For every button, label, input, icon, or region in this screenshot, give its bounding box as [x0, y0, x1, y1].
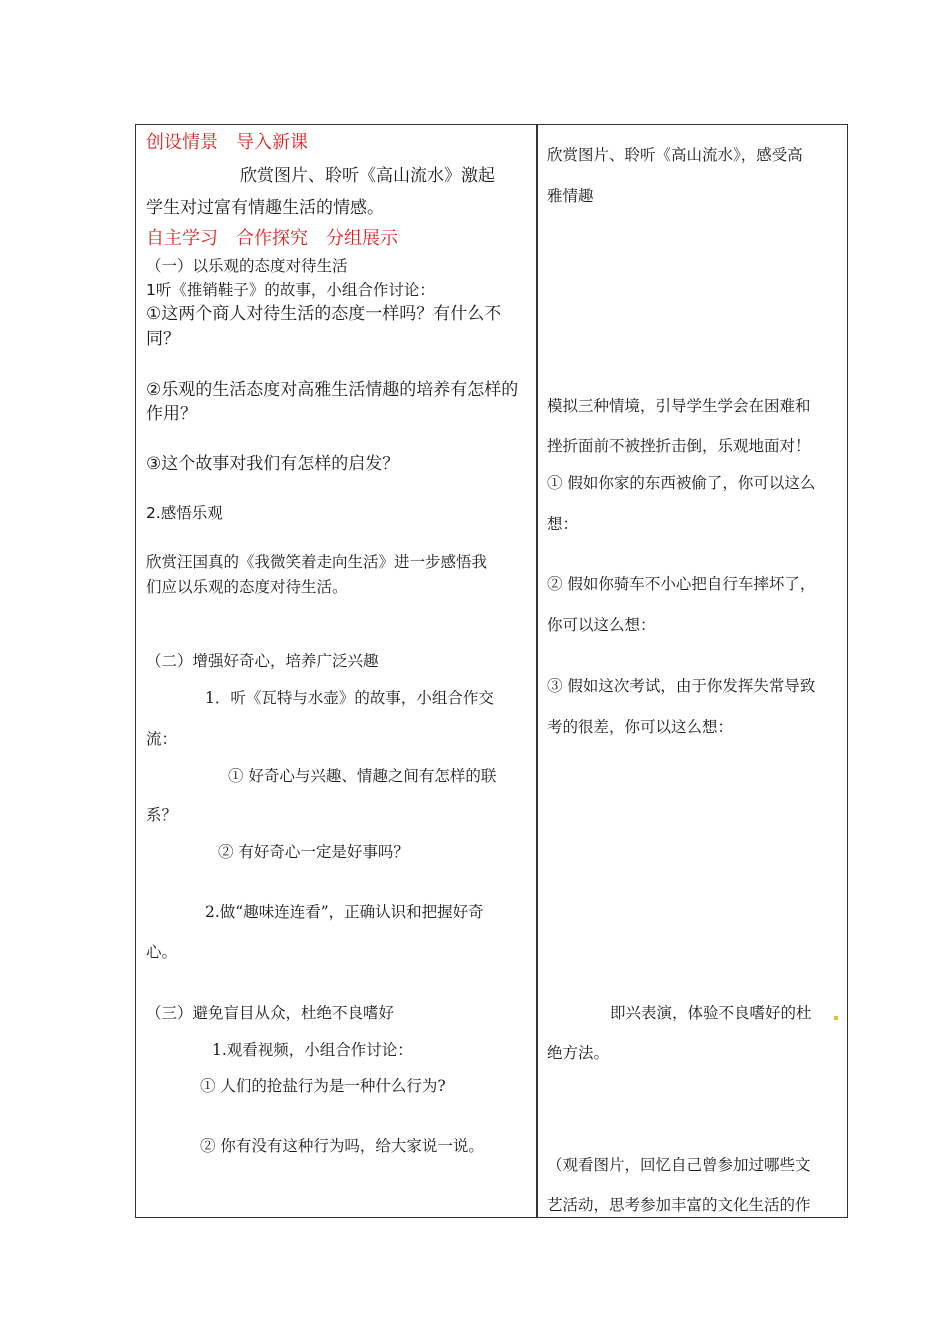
section-1-title: （一）以乐观的态度对待生活	[146, 257, 348, 275]
section-3-question-2: ② 你有没有这种行为吗，给大家说一说。	[200, 1137, 484, 1155]
right-note-2b: 挫折面前不被挫折击倒，乐观地面对！	[547, 437, 811, 455]
right-note-4a: （观看图片，回忆自己曾参加过哪些文	[547, 1156, 811, 1174]
section-2-item-2b: 心。	[146, 943, 178, 961]
heading-self-study: 自主学习 合作探究 分组展示	[146, 228, 398, 249]
section-1-question-1a: ①这两个商人对待生活的态度一样吗？有什么不	[146, 304, 502, 324]
section-1-question-2b: 作用？	[146, 404, 197, 424]
section-1-question-1b: 同？	[146, 329, 180, 349]
section-1-item-2-text-b: 们应以乐观的态度对待生活。	[146, 578, 348, 596]
section-2-item-1b: 流：	[146, 730, 178, 748]
right-note-1a: 欣赏图片、聆听《高山流水》，感受高	[547, 146, 803, 164]
right-note-2d: 想：	[547, 515, 579, 533]
section-2-title: （二）增强好奇心，培养广泛兴趣	[146, 652, 379, 670]
section-2-item-2a: 2.做“趣味连连看”，正确认识和把握好奇	[205, 903, 484, 921]
section-1-item-2: 2.感悟乐观	[146, 504, 223, 522]
right-note-2g: ③ 假如这次考试，由于你发挥失常导致	[547, 677, 816, 695]
intro-line-1: 欣赏图片、聆听《高山流水》激起	[240, 166, 495, 186]
section-2-question-1b: 系？	[146, 806, 178, 824]
section-2-question-1a: ① 好奇心与兴趣、情趣之间有怎样的联	[228, 767, 497, 785]
section-2-item-1a: 1．听《瓦特与水壶》的故事，小组合作交	[205, 689, 494, 707]
section-3-item-1: 1.观看视频，小组合作讨论：	[212, 1041, 413, 1059]
heading-scenario: 创设情景 导入新课	[146, 132, 308, 153]
column-divider	[536, 124, 538, 1218]
right-note-2c: ① 假如你家的东西被偷了，你可以这么	[547, 474, 816, 492]
section-3-title: （三）避免盲目从众，杜绝不良嗜好	[146, 1004, 395, 1022]
right-note-2a: 模拟三种情境，引导学生学会在困难和	[547, 397, 811, 415]
section-1-item-2-text-a: 欣赏汪国真的《我微笑着走向生活》进一步感悟我	[146, 553, 488, 571]
right-note-1b: 雅情趣	[547, 187, 594, 205]
section-1-item-1: 1听《推销鞋子》的故事，小组合作讨论：	[146, 281, 435, 299]
right-note-4b: 艺活动，思考参加丰富的文化生活的作	[547, 1196, 811, 1214]
section-2-question-2: ② 有好奇心一定是好事吗？	[218, 843, 409, 861]
section-1-question-2a: ②乐观的生活态度对高雅生活情趣的培养有怎样的	[146, 380, 519, 400]
highlight-mark	[834, 1016, 838, 1020]
right-note-2e: ② 假如你骑车不小心把自行车摔坏了，	[547, 575, 816, 593]
intro-line-2: 学生对过富有情趣生活的情感。	[146, 198, 384, 218]
section-3-question-1: ① 人们的抢盐行为是一种什么行为?	[200, 1077, 446, 1095]
right-note-3a: 即兴表演，体验不良嗜好的杜	[610, 1004, 812, 1022]
right-note-3b: 绝方法。	[547, 1044, 610, 1062]
section-1-question-3: ③这个故事对我们有怎样的启发？	[146, 454, 400, 474]
right-note-2h: 考的很差，你可以这么想：	[547, 718, 734, 736]
right-note-2f: 你可以这么想：	[547, 616, 656, 634]
